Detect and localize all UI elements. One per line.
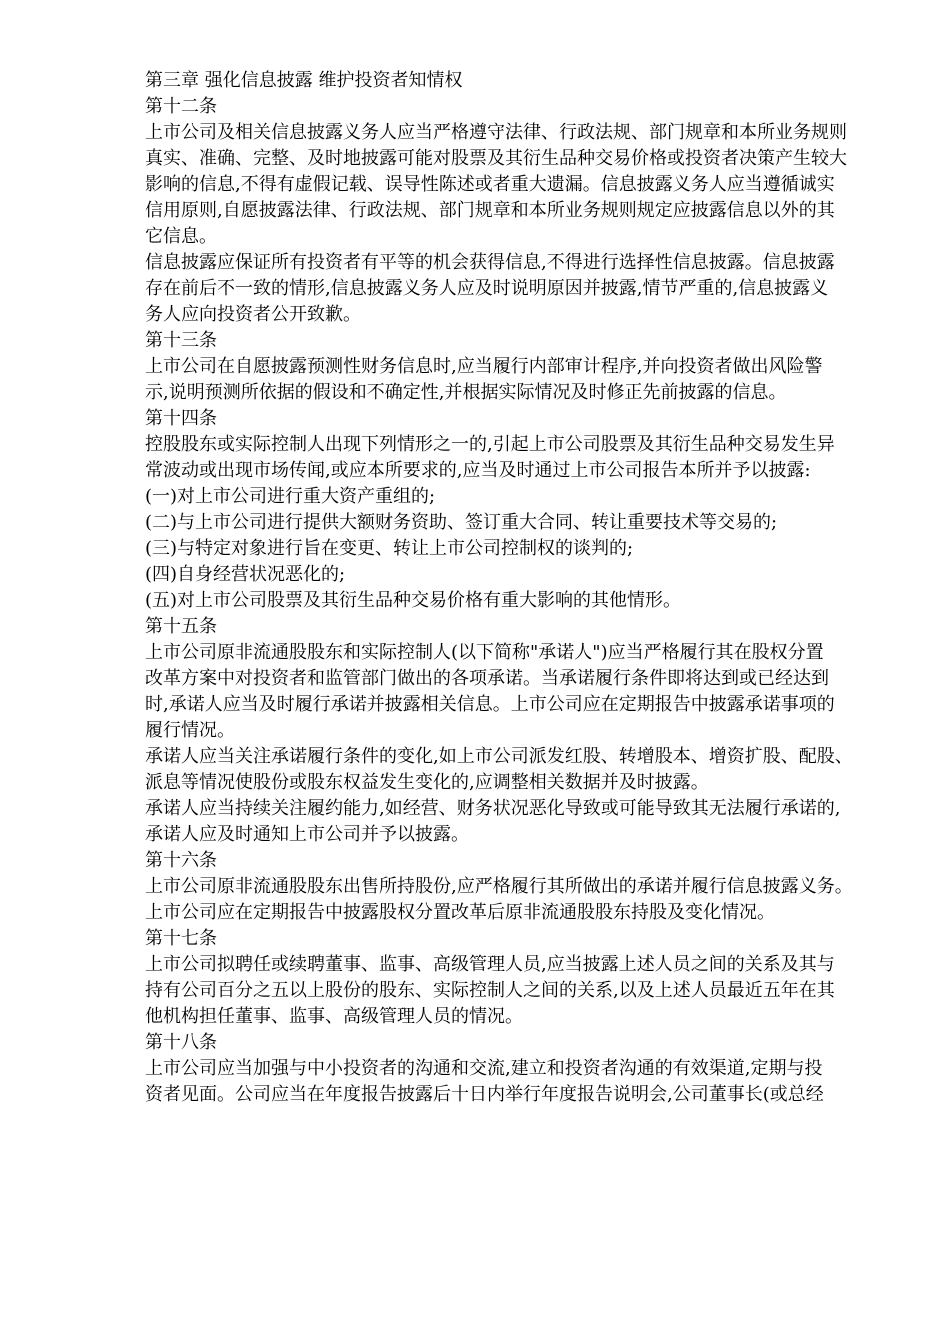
article-heading: 第十七条 (145, 928, 217, 949)
list-item: (五)对上市公司股票及其衍生品种交易价格有重大影响的其他情形。 (145, 590, 682, 611)
text-line: 存在前后不一致的情形,信息披露义务人应及时说明原因并披露,情节严重的,信息披露义 (145, 278, 829, 299)
text-line: 上市公司原非流通股股东出售所持股份,应严格履行其所做出的承诺并履行信息披露义务。 (145, 876, 853, 897)
text-line: 持有公司百分之五以上股份的股东、实际控制人之间的关系,以及上述人员最近五年在其 (145, 980, 835, 1001)
document-body (145, 68, 895, 1108)
text-line: 上市公司在自愿披露预测性财务信息时,应当履行内部审计程序,并向投资者做出风险警 (145, 356, 823, 377)
chapter-title: 第三章 强化信息披露 维护投资者知情权 (145, 70, 463, 91)
text-line: 上市公司应当加强与中小投资者的沟通和交流,建立和投资者沟通的有效渠道,定期与投 (145, 1058, 823, 1079)
text-line: 真实、准确、完整、及时地披露可能对股票及其衍生品种交易价格或投资者决策产生较大 (145, 148, 847, 169)
text-line: 资者见面。公司应当在年度报告披露后十日内举行年度报告说明会,公司董事长(或总经 (145, 1084, 824, 1105)
text-line: 它信息。 (145, 226, 217, 247)
text-line: 派息等情况使股份或股东权益发生变化的,应调整相关数据并及时披露。 (145, 772, 709, 793)
text-line: 改革方案中对投资者和监管部门做出的各项承诺。当承诺履行条件即将达到或已经达到 (145, 668, 829, 689)
text-line: 上市公司及相关信息披露义务人应当严格遵守法律、行政法规、部门规章和本所业务规则 (145, 122, 847, 143)
article-heading: 第十四条 (145, 408, 217, 429)
text-line: 信息披露应保证所有投资者有平等的机会获得信息,不得进行选择性信息披露。信息披露 (145, 252, 835, 273)
text-line: 履行情况。 (145, 720, 235, 741)
article-heading: 第十五条 (145, 616, 217, 637)
list-item: (三)与特定对象进行旨在变更、转让上市公司控制权的谈判的; (145, 538, 634, 559)
text-line: 影响的信息,不得有虚假记载、误导性陈述或者重大遗漏。信息披露义务人应当遵循诚实 (145, 174, 835, 195)
text-line: 上市公司拟聘任或续聘董事、监事、高级管理人员,应当披露上述人员之间的关系及其与 (145, 954, 835, 975)
text-line: 常波动或出现市场传闻,或应本所要求的,应当及时通过上市公司报告本所并予以披露: (145, 460, 811, 481)
text-line: 他机构担任董事、监事、高级管理人员的情况。 (145, 1006, 523, 1027)
text-line: 上市公司应在定期报告中披露股权分置改革后原非流通股股东持股及变化情况。 (145, 902, 775, 923)
text-line: 承诺人应及时通知上市公司并予以披露。 (145, 824, 469, 845)
article-heading: 第十六条 (145, 850, 217, 871)
article-heading: 第十三条 (145, 330, 217, 351)
text-line: 时,承诺人应当及时履行承诺并披露相关信息。上市公司应在定期报告中披露承诺事项的 (145, 694, 835, 715)
article-heading: 第十八条 (145, 1032, 217, 1053)
text-line: 控股股东或实际控制人出现下列情形之一的,引起上市公司股票及其衍生品种交易发生异 (145, 434, 835, 455)
text-line: 务人应向投资者公开致歉。 (145, 304, 361, 325)
list-item: (四)自身经营状况恶化的; (145, 564, 346, 585)
article-heading: 第十二条 (145, 96, 217, 117)
list-item: (一)对上市公司进行重大资产重组的; (145, 486, 436, 507)
text-line: 承诺人应当持续关注履约能力,如经营、财务状况恶化导致或可能导致其无法履行承诺的, (145, 798, 841, 819)
text-line: 上市公司原非流通股股东和实际控制人(以下简称"承诺人")应当严格履行其在股权分置 (145, 642, 824, 663)
text-line: 示,说明预测所依据的假设和不确定性,并根据实际情况及时修正先前披露的信息。 (145, 382, 787, 403)
text-line: 承诺人应当关注承诺履行条件的变化,如上市公司派发红股、转增股本、增资扩股、配股、 (145, 746, 853, 767)
list-item: (二)与上市公司进行提供大额财务资助、签订重大合同、转让重要技术等交易的; (145, 512, 778, 533)
text-line: 信用原则,自愿披露法律、行政法规、部门规章和本所业务规则规定应披露信息以外的其 (145, 200, 835, 221)
